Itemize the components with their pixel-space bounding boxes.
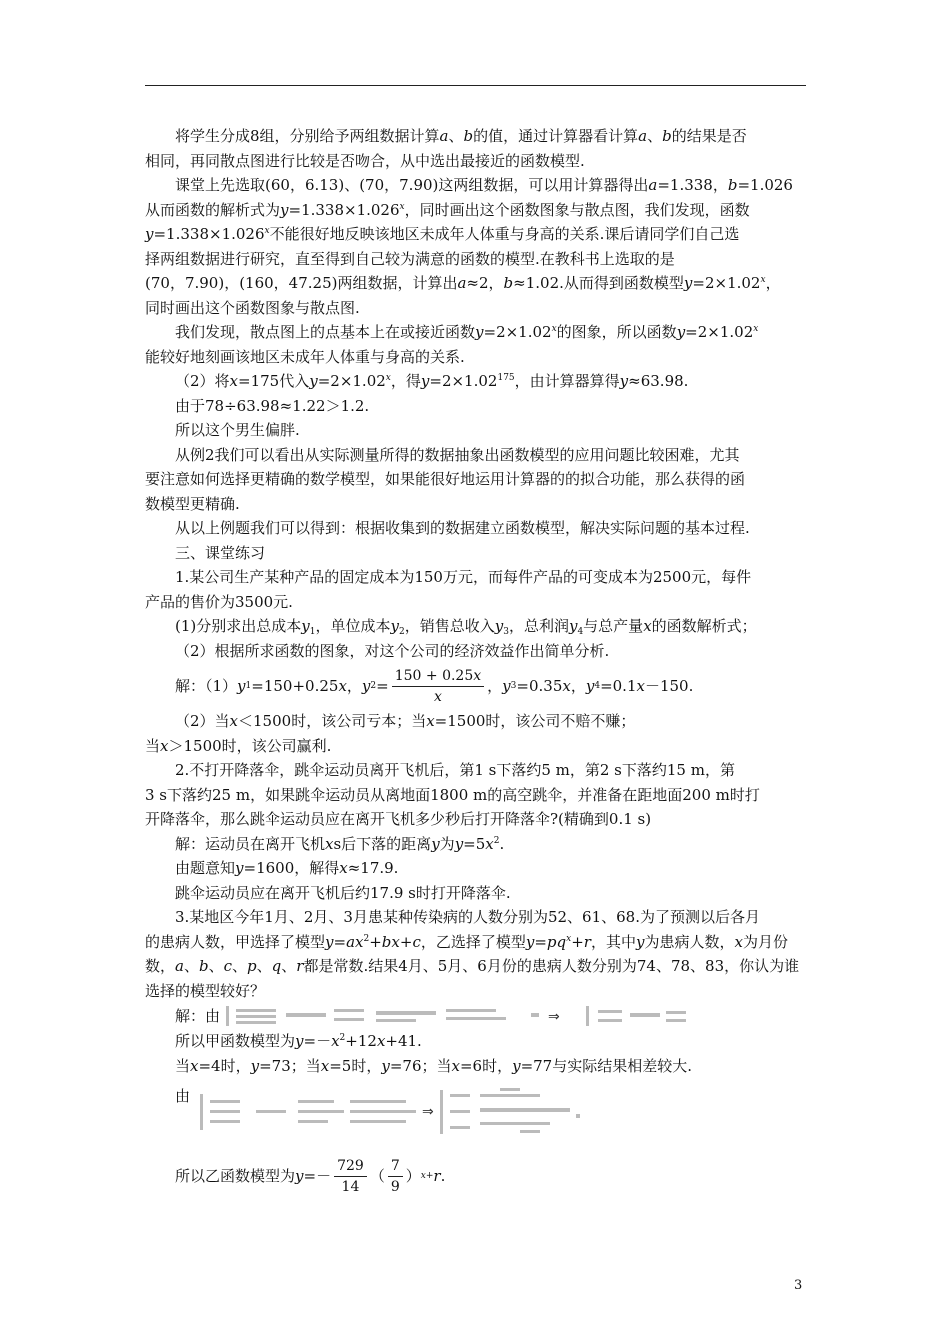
header-rule <box>145 85 806 86</box>
page-body <box>145 124 813 1202</box>
implies-arrow-1: ⇒ <box>548 1009 560 1025</box>
section-heading-practice: 三、课堂练习 <box>175 543 266 562</box>
paragraph-substitution: （2）将x=175代入$y=2\times 1.02^x$，得$y=2\times 1.02^{175}$，由计算器算得y≈63.98. <box>175 372 689 390</box>
paragraph-grouping: 将学生分成8组，分别给予两组数据计算a、b的值，通过计算器看计算a、b的结果是否 相同，再同散点图进行比较是否吻合，从中选出最接近的函数模型. <box>145 127 747 170</box>
exercise-2: 2.不打开降落伞，跳伞运动员离开飞机后，第1 s下落约5 m，第2 s下落约15 m，第 3 s下落约25 m，如果跳伞运动员从离地面1800 m的高空跳伞，并准备在距地面200 m时打 开降落伞，那么跳伞运动员应在离开飞机多少秒后打开降落伞?(精确到0.1 s) 解：运动员在离开飞机xs后下落的距离y为$y=5x^2$. 由题意知y=1600，解得x≈17.9. 跳伞运动员应在离开飞机后约17.9 s时打开降落伞. <box>145 761 760 902</box>
equation-system-image <box>226 1005 686 1027</box>
paragraph-observation: 我们发现，散点图上的点基本上在或接近函数$y=2\times 1.02^x$的图象，所以函数$y=2\times 1.02^x$ 能较好地刻画该地区未成年人体重与身高的关系. <box>145 323 759 366</box>
paragraph-conclusion: 所以这个男生偏胖. <box>175 421 300 439</box>
exercise-1-analysis: （2）当x＜1500时，该公司亏本；当x=1500时，该公司不赔不赚； 当x＞1500时，该公司赢利. <box>145 712 636 755</box>
fraction-729-14: $\frac{729}{14}$ <box>334 1156 367 1197</box>
paragraph-process: 从以上例题我们可以得到：根据收集到的数据建立函数模型，解决实际问题的基本过程. <box>175 519 750 537</box>
page-number: 3 <box>794 1278 803 1293</box>
exercise-3-model-a: 所以甲函数模型为$y=-x^2+12x+41$. 当x=4时，y=73；当x=5时，y=76；当x=6时，y=77与实际结果相差较大. <box>175 1032 692 1075</box>
exercise-3-model-b: 所以乙函数模型为 y =－ $\frac{729}{14}$ （ $\frac{7}{9}$ ） x + r . <box>175 1157 446 1195</box>
paragraph-ratio: 由于78÷63.98≈1.22＞1.2. <box>175 396 370 415</box>
fraction-unit-cost: $\frac{150 + 0.25x}{x}$ <box>392 666 484 707</box>
equation-system-image-2 <box>200 1084 670 1140</box>
exercise-1-solution-line: 解：（1） y 1 =150+0.25 x ， y 2 = $\frac{150 + 0.25x}{x}$ ， y 3 =0.35 x ， y 4 =0.1 x －150. <box>175 667 694 705</box>
fraction-7-9: $\frac{7}{9}$ <box>388 1156 403 1197</box>
exercise-3-system-1: 解：由 ⇒ <box>145 1003 813 1029</box>
implies-arrow-2: ⇒ <box>422 1104 434 1120</box>
paragraph-first-model: 课堂上先选取(60，6.13)、(70，7.90)这两组数据，可以用计算器得出a=1.338，b=1.026 从而函数的解析式为$y=1.338\times 1.026^x$，同时画出这个函数图象与散点图，我们发现，函数 $y=1.338\times 1.026^x$不能很好地反映该地区未成年人体重与身高的关系.课后请同学们自己选 择两组数据进行研究，直至得到自己较为满意的函数的模型.在教科书上选取的是 (70，7.90)，(160，47.25)两组数据，计算出a≈2，b≈1.02.从而得到函数模型$y=2\times 1.02^x$， 同时画出这个函数图象与散点图. <box>145 176 793 317</box>
paragraph-example-summary: 从例2我们可以看出从实际测量所得的数据抽象出函数模型的应用问题比较困难，尤其 要注意如何选择更精确的数学模型，如果能很好地运用计算器的的拟合功能，那么获得的函 数模型更精确. <box>145 445 746 513</box>
exercise-1: 1.某公司生产某种产品的固定成本为150万元，而每件产品的可变成本为2500元，每件 产品的售价为3500元. (1)分别求出总成本$y_1$，单位成本$y_2$，销售总收入$y_3$，总利润$y_4$与总产量x的函数解析式； （2）根据所求函数的图象，对这个公司的经济效益作出简单分析. <box>145 568 757 660</box>
exercise-3-system-2: 由 ⇒ <box>145 1082 813 1142</box>
exercise-3: 3.某地区今年1月、2月、3月患某种传染病的人数分别为52、61、68.为了预测以后各月 的患病人数，甲选择了模型$y=ax^2+bx+c$，乙选择了模型$y=pq^x+r$，其中y为患病人数，x为月份 数，a、b、c、p、q、r都是常数.结果4月、5月、6月份的患病人数分别为74、78、83，你认为谁 选择的模型较好？ <box>145 908 800 1000</box>
